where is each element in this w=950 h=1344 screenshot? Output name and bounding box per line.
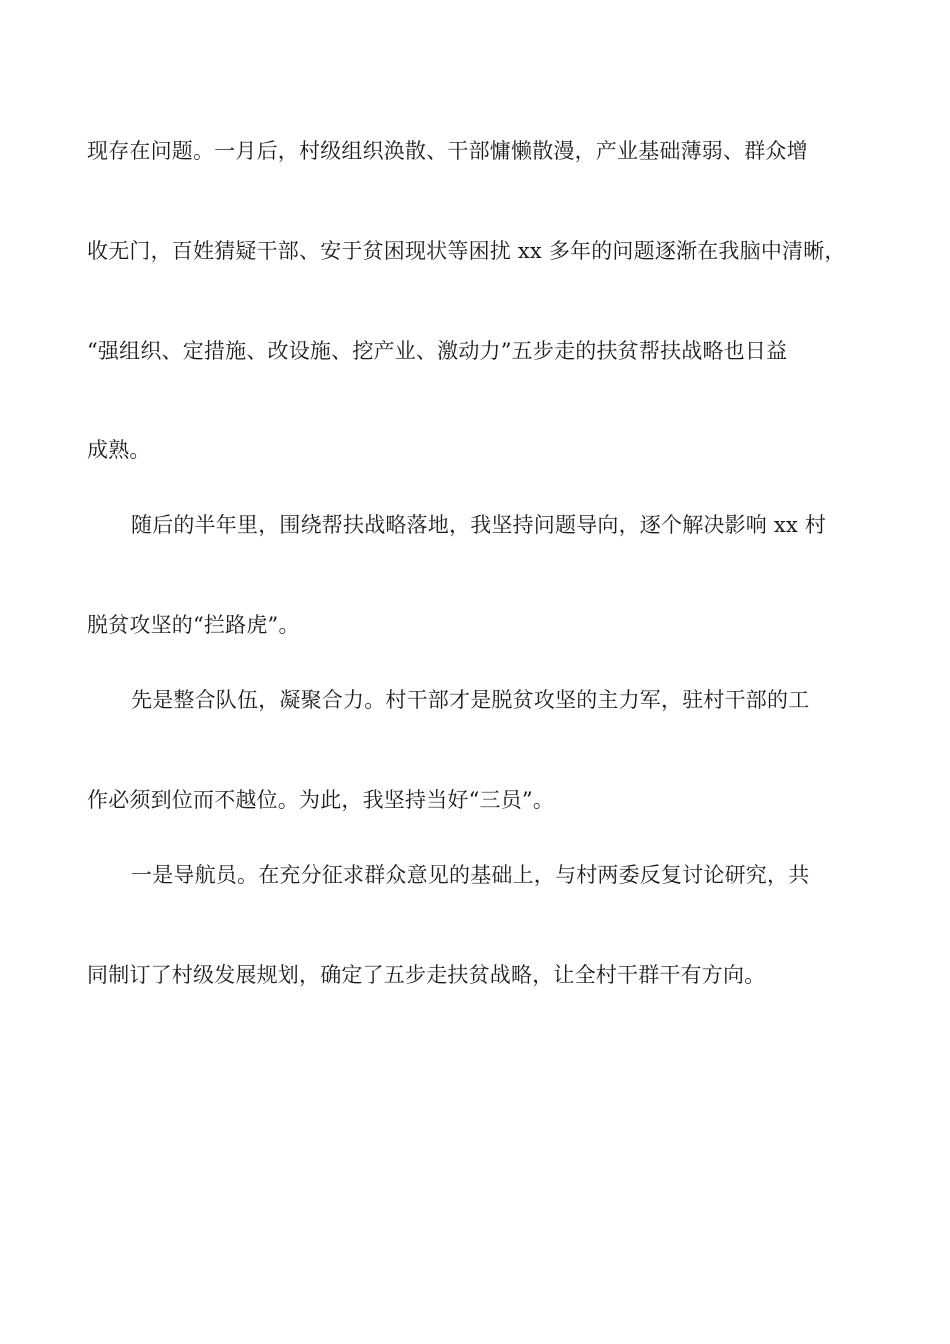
paragraph-first-line: 一是导航员。在充分征求群众意见的基础上，与村两委反复讨论研究，共 — [131, 863, 810, 887]
text-line: “强组织、定措施、改设施、挖产业、激动力”五步走的扶贫帮扶战略也日益 — [87, 339, 788, 363]
text-line: 成熟。 — [87, 438, 151, 462]
paragraph-first-line: 先是整合队伍，凝聚合力。村干部才是脱贫攻坚的主力军，驻村干部的工 — [131, 688, 810, 712]
text-line: 作必须到位而不越位。为此，我坚持当好“三员”。 — [87, 788, 555, 812]
text-line: 收无门，百姓猜疑干部、安于贫困现状等困扰 xx 多年的问题逐渐在我脑中清晰， — [87, 239, 846, 263]
text-line: 现存在问题。一月后，村级组织涣散、干部慵懒散漫，产业基础薄弱、群众增 — [87, 139, 808, 163]
text-line: 同制订了村级发展规划，确定了五步走扶贫战略，让全村干群干有方向。 — [87, 963, 766, 987]
text-line: 脱贫攻坚的“拦路虎”。 — [87, 613, 300, 637]
paragraph-first-line: 随后的半年里，围绕帮扶战略落地，我坚持问题导向，逐个解决影响 xx 村 — [131, 513, 827, 537]
